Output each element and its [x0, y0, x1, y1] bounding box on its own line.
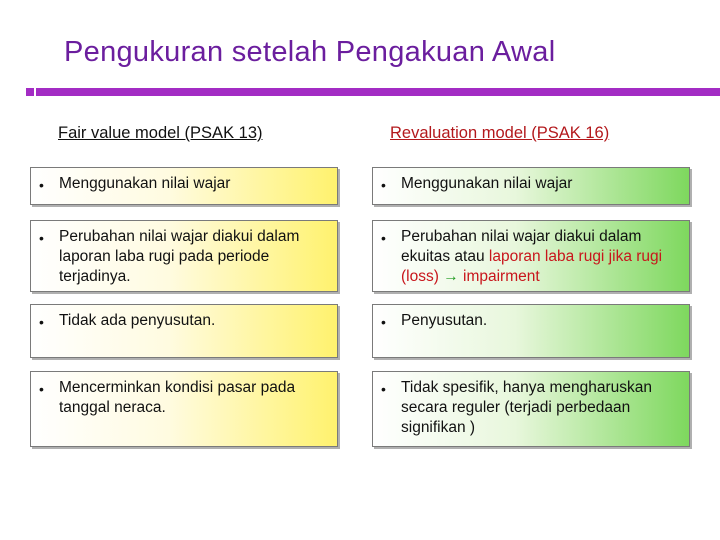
title-rule-cap [26, 88, 34, 96]
revaluation-point-4: Tidak spesifik, hanya mengharuskan secara reguler (terjadi perbedaan signifikan ) [401, 379, 653, 436]
revaluation-point-2 [401, 227, 681, 287]
bullet-icon: • [39, 381, 44, 397]
fair-value-box-3 [30, 304, 338, 358]
revaluation-model-header: Revaluation model (PSAK 16) [390, 124, 610, 142]
bullet-icon: • [39, 177, 44, 193]
revaluation-point-2-equity: Perubahan nilai wajar diakui dalam ekuitas atau [401, 228, 642, 265]
bullet-icon: • [381, 314, 386, 330]
fair-value-point-1: Menggunakan nilai wajar [59, 175, 231, 192]
revaluation-box-4 [372, 371, 690, 447]
fair-value-point-2: Perubahan nilai wajar diakui dalam laporan laba rugi pada periode terjadinya. [59, 228, 300, 285]
bullet-icon: • [39, 230, 44, 246]
fair-value-point-4: Mencerminkan kondisi pasar pada tanggal neraca. [59, 379, 296, 416]
bullet-icon: • [381, 177, 386, 193]
slide-title: Pengukuran setelah Pengakuan Awal [64, 36, 556, 68]
fair-value-box-4 [30, 371, 338, 447]
revaluation-point-3: Penyusutan. [401, 312, 488, 329]
revaluation-box-1 [372, 167, 690, 205]
revaluation-box-3 [372, 304, 690, 358]
title-divider [36, 88, 720, 96]
arrow-right-icon: → [443, 268, 459, 285]
fair-value-point-3: Tidak ada penyusutan. [59, 312, 216, 329]
revaluation-point-2-impairment: impairment [458, 268, 540, 285]
revaluation-point-1: Menggunakan nilai wajar [401, 175, 573, 192]
bullet-icon: • [381, 381, 386, 397]
bullet-icon: • [381, 230, 386, 246]
revaluation-point-2-profit-loss: laporan laba rugi jika rugi (loss) [401, 248, 663, 285]
fair-value-box-1 [30, 167, 338, 205]
fair-value-box-2 [30, 220, 338, 292]
revaluation-box-2 [372, 220, 690, 292]
fair-value-model-header: Fair value model (PSAK 13) [58, 124, 263, 142]
bullet-icon: • [39, 314, 44, 330]
